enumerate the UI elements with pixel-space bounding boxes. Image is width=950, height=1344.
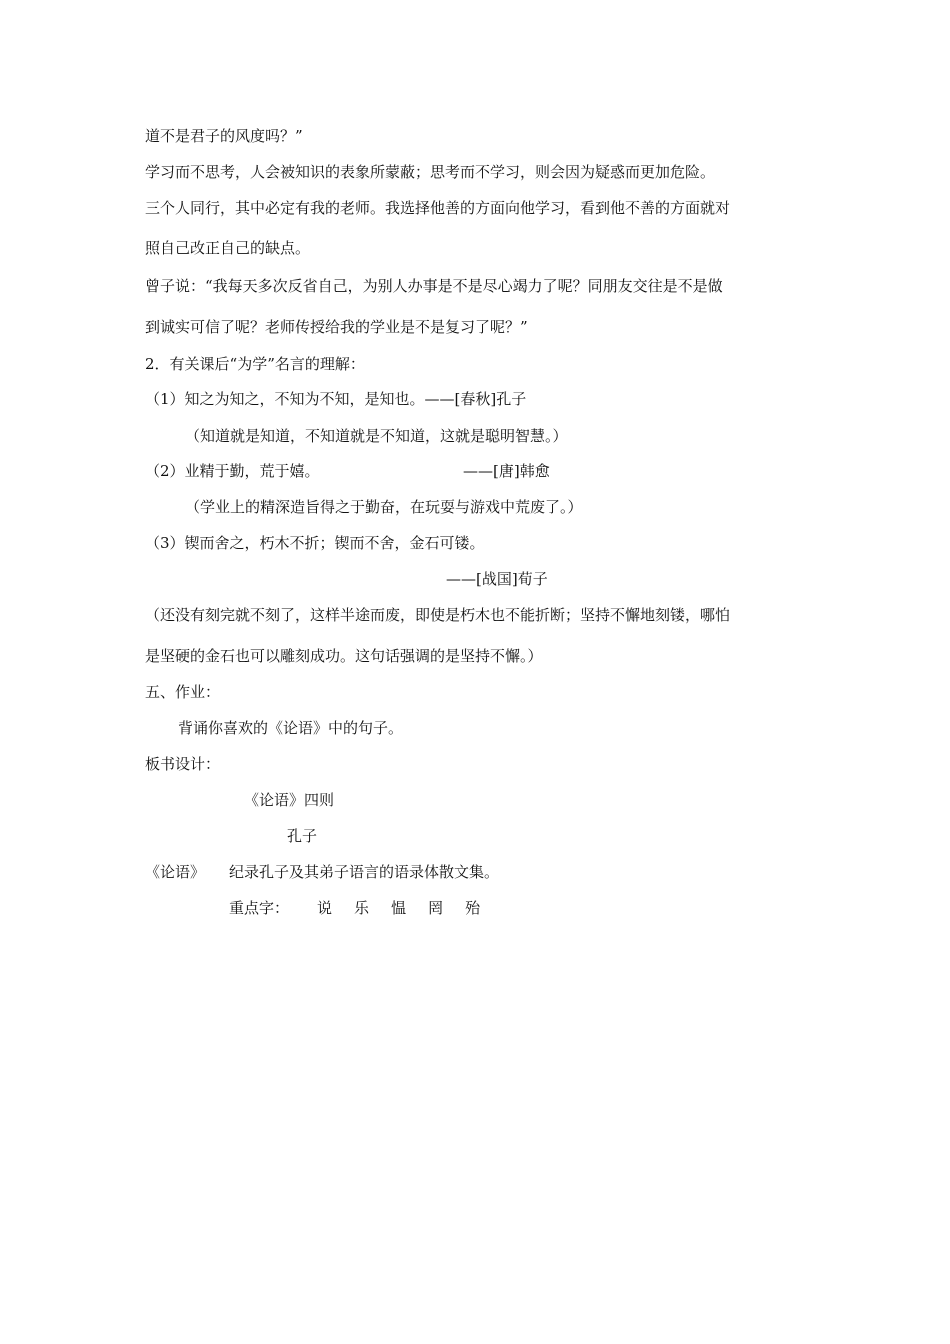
quote-1-explanation: （知道就是知道，不知道就是不知道，这就是聪明智慧。） [185,427,568,445]
homework-text: 背诵你喜欢的《论语》中的句子。 [178,719,404,737]
quote-3: （3）锲而舍之，朽木不折；锲而不舍，金石可镂。 [145,534,485,552]
quote-3-explanation-2: 是坚硬的金石也可以雕刻成功。这句话强调的是坚持不懈。） [145,647,543,665]
board-key-chars-row [229,898,502,918]
key-char: 罔 [428,899,444,917]
text-line-5: 曾子说：“我每天多次反省自己，为别人办事是不是尽心竭力了呢？同朋友交往是不是做 [145,277,723,295]
section-heading-board: 板书设计： [145,755,221,773]
text-line-3: 三个人同行，其中必定有我的老师。我选择他善的方面向他学习，看到他不善的方面就对 [145,199,731,217]
section-heading-quotes: 2．有关课后“为学”名言的理解： [145,355,365,373]
board-title: 《论语》四则 [244,791,335,809]
key-char: 愠 [391,899,407,917]
quote-2: （2）业精于勤，荒于嬉。 [145,462,320,480]
board-label: 《论语》 [145,863,206,881]
quote-1: （1）知之为知之，不知为不知，是知也。——[春秋]孔子 [145,390,527,408]
board-author: 孔子 [287,827,318,845]
quote-2-source: ——[唐]韩愈 [463,462,550,480]
section-heading-homework: 五、作业： [145,683,221,701]
key-char: 乐 [354,899,370,917]
key-char: 说 [317,899,333,917]
text-line-4: 照自己改正自己的缺点。 [145,239,311,257]
text-line-6: 到诚实可信了呢？老师传授给我的学业是不是复习了呢？” [145,318,528,336]
quote-3-explanation-1: （还没有刻完就不刻了，这样半途而废，即使是朽木也不能折断；坚持不懈地刻镂，哪怕 [145,606,731,624]
quote-3-source: ——[战国]荀子 [446,570,548,588]
board-description: 纪录孔子及其弟子语言的语录体散文集。 [229,863,500,881]
text-line-1: 道不是君子的风度吗？” [145,127,303,145]
quote-2-explanation: （学业上的精深造旨得之于勤奋，在玩耍与游戏中荒废了。） [185,498,583,516]
text-line-2: 学习而不思考，人会被知识的表象所蒙蔽；思考而不学习，则会因为疑惑而更加危险。 [145,163,716,181]
key-chars-label: 重点字： [229,899,290,917]
key-char: 殆 [465,899,481,917]
